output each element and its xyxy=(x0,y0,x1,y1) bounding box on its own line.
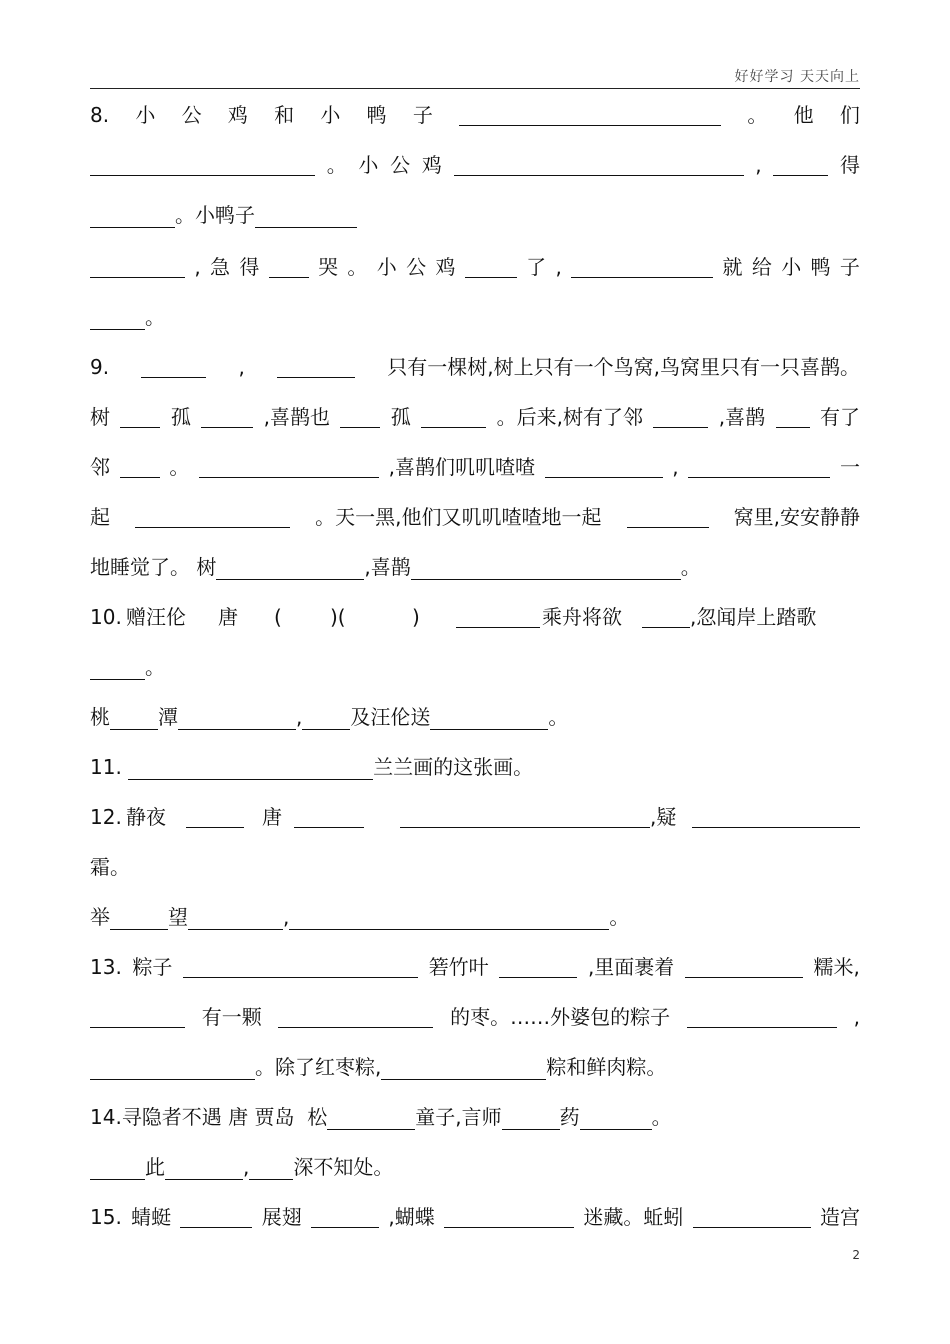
q13-text: 糯米, xyxy=(813,955,860,979)
page-header xyxy=(90,62,860,89)
fill-blank[interactable] xyxy=(128,759,373,780)
fill-blank[interactable] xyxy=(186,807,244,828)
q14-text: 此 xyxy=(145,1155,165,1179)
q10-text: ( xyxy=(274,605,282,629)
q8-text: 。小鸭子 xyxy=(175,203,255,227)
q9-line-5 xyxy=(90,542,860,592)
q15-line xyxy=(90,1192,860,1242)
fill-blank[interactable] xyxy=(411,559,681,580)
fill-blank[interactable] xyxy=(776,407,810,428)
fill-blank[interactable] xyxy=(269,257,309,278)
q12-text: 唐 xyxy=(262,805,282,829)
q12-line-2 xyxy=(90,842,860,892)
q13-text: 有一颗 xyxy=(201,1005,262,1029)
q11-number: 11. xyxy=(90,755,122,779)
q10-text: 及汪伦送 xyxy=(350,705,431,729)
q10-number: 10. xyxy=(90,605,122,629)
q9-text: , xyxy=(238,355,245,379)
fill-blank[interactable] xyxy=(685,957,803,978)
q10-text: 唐 xyxy=(218,605,238,629)
q14-line-2 xyxy=(90,1142,860,1192)
q8-text: 鸡 xyxy=(421,153,442,177)
q14-text: 童子,言师 xyxy=(415,1105,502,1129)
fill-blank[interactable] xyxy=(400,807,650,828)
q12-text: , xyxy=(283,905,290,929)
q9-text: 起 xyxy=(90,505,110,529)
q15-text: 造宫 xyxy=(819,1205,860,1229)
q8-text: 子 xyxy=(839,255,860,279)
fill-blank[interactable] xyxy=(201,407,253,428)
q13-text: 。除了红枣粽, xyxy=(255,1055,382,1079)
q9-text: , xyxy=(672,455,679,479)
fill-blank[interactable] xyxy=(454,155,744,176)
q11-text: 兰兰画的这张画。 xyxy=(373,755,534,779)
fill-blank[interactable] xyxy=(188,909,283,930)
fill-blank[interactable] xyxy=(90,155,315,176)
q9-text: 窝里,安安静静 xyxy=(733,505,860,529)
fill-blank[interactable] xyxy=(311,1207,379,1228)
fill-blank[interactable] xyxy=(90,1159,145,1180)
fill-blank[interactable] xyxy=(90,207,175,228)
q8-text: 他 xyxy=(793,103,814,127)
q14-text: 药 xyxy=(559,1105,580,1129)
fill-blank[interactable] xyxy=(327,1109,415,1130)
q12-text: 静夜 xyxy=(126,805,166,829)
q13-text: 箬竹叶 xyxy=(428,955,489,979)
q8-text: , xyxy=(194,255,201,279)
q10-text: 潭 xyxy=(158,705,178,729)
fill-blank[interactable] xyxy=(444,1207,574,1228)
q14-text: 唐 xyxy=(228,1105,249,1129)
q10-text: 桃 xyxy=(90,705,110,729)
fill-blank[interactable] xyxy=(465,257,517,278)
fill-blank[interactable] xyxy=(135,507,290,528)
q8-text: 小 xyxy=(135,103,156,127)
q9-line-1 xyxy=(90,342,860,392)
q14-text: 。 xyxy=(651,1105,672,1129)
q10-line-1 xyxy=(90,592,860,642)
q9-text: 邻 xyxy=(90,455,110,479)
q11-line xyxy=(90,742,860,792)
q13-text: 粽子 xyxy=(132,955,173,979)
q10-text: 乘舟将欲 xyxy=(542,605,622,629)
fill-blank[interactable] xyxy=(141,357,206,378)
q8-line-4 xyxy=(90,242,860,292)
q8-text: , xyxy=(555,255,562,279)
q13-text: 的枣。……外婆包的粽子 xyxy=(450,1005,671,1029)
fill-blank[interactable] xyxy=(90,1059,255,1080)
q9-text: 地睡觉了。 树 xyxy=(90,555,217,579)
fill-blank[interactable] xyxy=(110,709,158,730)
fill-blank[interactable] xyxy=(120,457,160,478)
q8-text: 。 xyxy=(326,153,347,177)
q9-text: 树 xyxy=(90,405,110,429)
q14-text: , xyxy=(243,1155,250,1179)
q10-text: ,忽闻岸上踏歌 xyxy=(690,605,817,629)
fill-blank[interactable] xyxy=(90,1007,185,1028)
q9-line-3 xyxy=(90,442,860,492)
q8-text: 小 xyxy=(376,255,397,279)
q8-text: 得 xyxy=(239,255,260,279)
q8-text: 鸡 xyxy=(227,103,248,127)
q8-text: 公 xyxy=(406,255,427,279)
q9-text: 孤 xyxy=(390,405,411,429)
fill-blank[interactable] xyxy=(289,909,609,930)
q9-text: 一 xyxy=(839,455,860,479)
fill-blank[interactable] xyxy=(421,407,486,428)
q13-text: , xyxy=(853,1005,860,1029)
q9-text: 。后来,树有了邻 xyxy=(496,405,643,429)
fill-blank[interactable] xyxy=(456,607,540,628)
q12-text: ,疑 xyxy=(650,805,677,829)
q8-text: 哭 xyxy=(318,255,339,279)
q13-text: ,里面裹着 xyxy=(587,955,675,979)
fill-blank[interactable] xyxy=(216,559,364,580)
q8-text: 得 xyxy=(839,153,860,177)
q12-text: 望 xyxy=(168,905,188,929)
q8-text: 了 xyxy=(526,255,547,279)
q9-text: 只有一棵树,树上只有一个鸟窝,鸟窝里只有一只喜鹊。 xyxy=(387,355,860,379)
fill-blank[interactable] xyxy=(773,155,828,176)
q15-text: ,蝴蝶 xyxy=(388,1205,435,1229)
q8-text: , xyxy=(755,153,762,177)
q12-line-3 xyxy=(90,892,860,942)
q10-line-2 xyxy=(90,642,860,692)
fill-blank[interactable] xyxy=(580,1109,652,1130)
q9-text: 。天一黑,他们又叽叽喳喳地一起 xyxy=(315,505,602,529)
q8-line-1 xyxy=(90,90,860,140)
q10-text: 。 xyxy=(548,705,569,729)
fill-blank[interactable] xyxy=(199,457,379,478)
q9-text: ,喜鹊 xyxy=(718,405,766,429)
q10-line-3 xyxy=(90,692,860,742)
q9-text: ,喜鹊们叽叽喳喳 xyxy=(388,455,535,479)
q9-text: 。 xyxy=(680,555,701,579)
q8-text: 急 xyxy=(210,255,231,279)
fill-blank[interactable] xyxy=(459,105,721,126)
fill-blank[interactable] xyxy=(294,807,364,828)
q14-text: 松 xyxy=(307,1105,328,1129)
q9-text: ,喜鹊 xyxy=(364,555,411,579)
fill-blank[interactable] xyxy=(430,709,548,730)
q14-text: 寻隐者不遇 xyxy=(121,1105,222,1129)
q8-text: 小 xyxy=(320,103,341,127)
fill-blank[interactable] xyxy=(90,309,145,330)
fill-blank[interactable] xyxy=(499,957,577,978)
fill-blank[interactable] xyxy=(642,607,690,628)
page-number: 2 xyxy=(852,1248,860,1262)
q12-number: 12. xyxy=(90,805,122,829)
fill-blank[interactable] xyxy=(627,507,709,528)
q14-line-1 xyxy=(90,1092,860,1142)
fill-blank[interactable] xyxy=(571,257,713,278)
header-motto: 好好学习 天天向上 xyxy=(734,69,860,85)
q8-text: 公 xyxy=(390,153,411,177)
q8-line-5 xyxy=(90,292,860,342)
q10-text: , xyxy=(296,705,303,729)
q8-line-2 xyxy=(90,140,860,190)
q9-text: 孤 xyxy=(170,405,191,429)
q8-number: 8. xyxy=(90,103,110,127)
q15-text: 迷藏。蚯蚓 xyxy=(583,1205,684,1229)
fill-blank[interactable] xyxy=(90,257,185,278)
q9-text: ,喜鹊也 xyxy=(263,405,330,429)
fill-blank[interactable] xyxy=(688,457,830,478)
q10-text: )( xyxy=(330,605,346,629)
fill-blank[interactable] xyxy=(693,1207,811,1228)
fill-blank[interactable] xyxy=(180,1207,252,1228)
q8-text: 公 xyxy=(181,103,202,127)
q13-text: 粽和鲜肉粽。 xyxy=(546,1055,667,1079)
fill-blank[interactable] xyxy=(302,709,350,730)
fill-blank[interactable] xyxy=(165,1159,243,1180)
fill-blank[interactable] xyxy=(502,1109,560,1130)
q15-text: 蜻蜓 xyxy=(131,1205,172,1229)
q8-text: 。 xyxy=(747,103,768,127)
fill-blank[interactable] xyxy=(340,407,380,428)
q9-text: 有了 xyxy=(819,405,860,429)
q8-text: 给 xyxy=(751,255,772,279)
q9-number: 9. xyxy=(90,355,110,379)
q13-line-2 xyxy=(90,992,860,1042)
q14-text: 深不知处。 xyxy=(293,1155,394,1179)
q8-text: 们 xyxy=(839,103,860,127)
q10-text: ) xyxy=(412,605,420,629)
fill-blank[interactable] xyxy=(687,1007,837,1028)
q8-text: 和 xyxy=(274,103,295,127)
q8-text: 就 xyxy=(722,255,743,279)
fill-blank[interactable] xyxy=(255,207,357,228)
q14-text: 贾岛 xyxy=(254,1105,295,1129)
fill-blank[interactable] xyxy=(178,709,296,730)
fill-blank[interactable] xyxy=(653,407,708,428)
fill-blank[interactable] xyxy=(545,457,663,478)
q10-text: 。 xyxy=(145,655,165,679)
q12-text: 举 xyxy=(90,905,110,929)
fill-blank[interactable] xyxy=(249,1159,293,1180)
fill-blank[interactable] xyxy=(90,659,145,680)
fill-blank[interactable] xyxy=(120,407,160,428)
fill-blank[interactable] xyxy=(183,957,418,978)
q8-line-3 xyxy=(90,190,860,240)
fill-blank[interactable] xyxy=(278,1007,433,1028)
q8-text: 鸭 xyxy=(810,255,831,279)
q12-line-1 xyxy=(90,792,860,842)
q12-text: 霜。 xyxy=(90,855,130,879)
q10-text: 赠汪伦 xyxy=(126,605,186,629)
q15-text: 展翅 xyxy=(261,1205,302,1229)
q9-text: 。 xyxy=(169,455,190,479)
q8-text: 子 xyxy=(412,103,433,127)
fill-blank[interactable] xyxy=(381,1059,546,1080)
q12-text: 。 xyxy=(609,905,630,929)
q13-line-1 xyxy=(90,942,860,992)
q9-line-2 xyxy=(90,392,860,442)
fill-blank[interactable] xyxy=(110,909,168,930)
q14-number: 14. xyxy=(90,1105,122,1129)
q8-text: 小 xyxy=(781,255,802,279)
fill-blank[interactable] xyxy=(277,357,355,378)
q8-text: 。 xyxy=(145,305,165,329)
q8-text: 小 xyxy=(358,153,379,177)
fill-blank[interactable] xyxy=(692,807,860,828)
q9-line-4 xyxy=(90,492,860,542)
q8-text: 鸭 xyxy=(366,103,387,127)
q8-text: 鸡 xyxy=(435,255,456,279)
q8-text: 。 xyxy=(347,255,368,279)
q13-number: 13. xyxy=(90,955,122,979)
q13-line-3 xyxy=(90,1042,860,1092)
q15-number: 15. xyxy=(90,1205,122,1229)
